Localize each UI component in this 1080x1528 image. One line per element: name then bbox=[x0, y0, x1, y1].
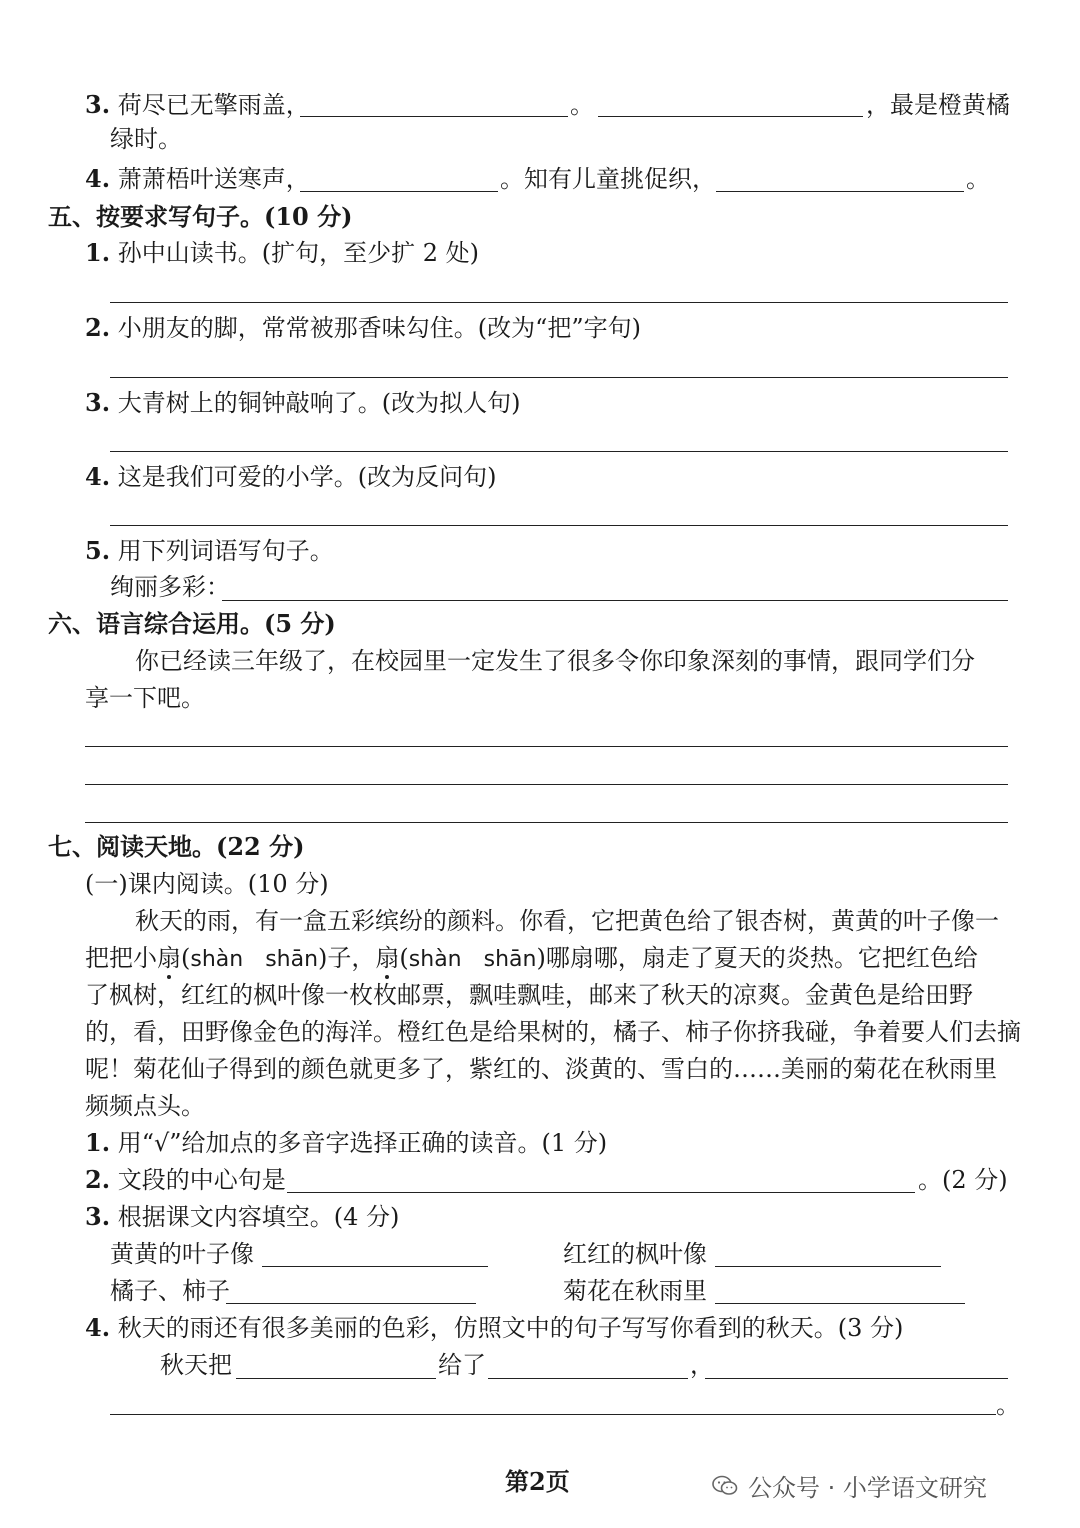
fill-label: 橘子、柿子 bbox=[110, 1277, 230, 1305]
answer-blank[interactable] bbox=[705, 1378, 1008, 1379]
section-7-title: 七、阅读天地。(22 分) bbox=[48, 832, 305, 861]
watermark-text: 公众号 · 小学语文研究 bbox=[748, 1474, 987, 1502]
dotted-char: 扇 bbox=[375, 944, 400, 972]
answer-line[interactable] bbox=[110, 451, 1008, 452]
poem-q3-line1: 3. 荷尽已无擎雨盖， bbox=[85, 90, 310, 119]
sec7-q4: 4. 秋天的雨还有很多美丽的色彩，仿照文中的句子写写你看到的秋天。(3 分) bbox=[85, 1313, 904, 1342]
punctuation: 。 bbox=[966, 165, 990, 193]
sec5-q5: 5. 用下列词语写句子。 bbox=[85, 536, 334, 565]
sec7-q2: 2. 文段的中心句是 bbox=[85, 1165, 286, 1194]
answer-blank[interactable] bbox=[236, 1378, 436, 1379]
passage-line-pinyin: 把把小扇(shàn shān)子，扇(shàn shān)哪扇哪，扇走了夏天的炎热。它把红色给 bbox=[85, 944, 978, 972]
word-label: 绚丽多彩： bbox=[110, 573, 230, 601]
section-5-title: 五、按要求写句子。(10 分) bbox=[48, 202, 353, 231]
fill-label: 菊花在秋雨里 bbox=[563, 1277, 707, 1305]
punctuation: 。 bbox=[996, 1391, 1020, 1419]
section-6-title: 六、语言综合运用。(5 分) bbox=[48, 609, 336, 638]
sec5-q1: 1. 孙中山读书。(扩句，至少扩 2 处) bbox=[85, 238, 479, 267]
punctuation: 。 bbox=[570, 91, 594, 119]
answer-blank[interactable] bbox=[715, 1266, 941, 1267]
score-note: 。(2 分) bbox=[918, 1166, 1008, 1194]
answer-blank[interactable] bbox=[716, 191, 964, 192]
pinyin-options[interactable]: shàn shān bbox=[190, 947, 319, 972]
answer-line[interactable] bbox=[110, 377, 1008, 378]
fill-label: 黄黄的叶子像 bbox=[110, 1240, 254, 1268]
sec6-prompt-line2: 享一下吧。 bbox=[85, 684, 205, 712]
answer-line[interactable] bbox=[85, 784, 1008, 785]
passage-line: 呢！菊花仙子得到的颜色就更多了，紫红的、淡黄的、雪白的……美丽的菊花在秋雨里 bbox=[85, 1055, 997, 1083]
sec6-prompt-line1: 你已经读三年级了，在校园里一定发生了很多令你印象深刻的事情，跟同学们分 bbox=[135, 647, 975, 675]
dotted-char: 扇 bbox=[157, 944, 181, 972]
answer-line[interactable] bbox=[222, 600, 1008, 601]
sec5-q4: 4. 这是我们可爱的小学。(改为反问句) bbox=[85, 462, 497, 491]
sec7-q3: 3. 根据课文内容填空。(4 分) bbox=[85, 1202, 400, 1231]
poem-q3-line2: 绿时。 bbox=[110, 125, 182, 153]
answer-line[interactable] bbox=[85, 822, 1008, 823]
passage-line: 了枫树，红红的枫叶像一枚枚邮票，飘哇飘哇，邮来了秋天的凉爽。金黄色是给田野 bbox=[85, 981, 973, 1009]
passage-line: 的，看，田野像金色的海洋。橙红色是给果树的，橘子、柿子你挤我碰，争着要人们去摘 bbox=[85, 1018, 1021, 1046]
poem-q4-mid: 。知有儿童挑促织， bbox=[500, 165, 716, 193]
watermark bbox=[712, 1468, 987, 1503]
poem-q4: 4. 萧萧梧叶送寒声， bbox=[85, 164, 310, 193]
fill-label: 给了 bbox=[438, 1351, 486, 1379]
passage-line: 频频点头。 bbox=[85, 1092, 205, 1120]
answer-line[interactable] bbox=[110, 302, 1008, 303]
wechat-icon bbox=[712, 1475, 738, 1497]
pinyin-options[interactable]: shàn shān bbox=[408, 947, 537, 972]
answer-line[interactable] bbox=[85, 746, 1008, 747]
answer-blank[interactable] bbox=[287, 1192, 915, 1193]
sec5-q2: 2. 小朋友的脚，常常被那香味勾住。(改为“把”字句) bbox=[85, 313, 641, 342]
answer-blank[interactable] bbox=[598, 116, 863, 117]
answer-blank[interactable] bbox=[226, 1303, 476, 1304]
poem-q3-tail: ，最是橙黄橘 bbox=[866, 91, 1010, 119]
fill-label: 秋天把 bbox=[160, 1351, 232, 1379]
answer-line[interactable] bbox=[110, 525, 1008, 526]
fill-label: 红红的枫叶像 bbox=[563, 1240, 707, 1268]
answer-blank[interactable] bbox=[300, 116, 568, 117]
answer-line[interactable] bbox=[110, 1414, 996, 1415]
punctuation: ， bbox=[690, 1351, 714, 1379]
passage-line: 秋天的雨，有一盒五彩缤纷的颜料。你看，它把黄色给了银杏树，黄黄的叶子像一 bbox=[135, 907, 999, 935]
answer-blank[interactable] bbox=[715, 1303, 965, 1304]
sec5-q3: 3. 大青树上的铜钟敲响了。(改为拟人句) bbox=[85, 388, 521, 417]
answer-blank[interactable] bbox=[262, 1266, 488, 1267]
sec7-q1: 1. 用“√”给加点的多音字选择正确的读音。(1 分) bbox=[85, 1128, 608, 1157]
page-number: 第2页 bbox=[505, 1467, 570, 1496]
answer-blank[interactable] bbox=[300, 191, 498, 192]
answer-blank[interactable] bbox=[488, 1378, 688, 1379]
sec7-subsection: (一)课内阅读。(10 分) bbox=[85, 870, 329, 898]
